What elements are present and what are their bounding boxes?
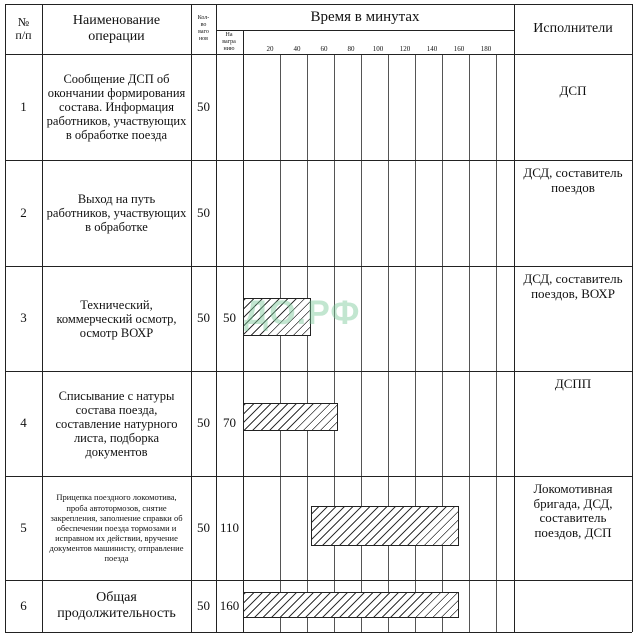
table-border	[514, 4, 515, 632]
table-border	[5, 4, 632, 5]
header-operation-name: Наименование операции	[72, 13, 161, 44]
grid-line	[496, 54, 497, 632]
wagon-count: 50	[197, 415, 210, 431]
table-border	[5, 632, 632, 633]
table-border	[5, 476, 632, 477]
executors: ДСД, составитель поездов, ВОХР	[523, 271, 623, 301]
tick-label: 120	[399, 45, 411, 53]
executors: Локомотивная бригада, ДСД, составитель поездов, ДСП	[533, 481, 613, 540]
executors: ДСП	[559, 83, 587, 98]
tick-label: 160	[453, 45, 465, 53]
operation-name: Общая продолжительность	[57, 590, 176, 621]
gantt-bar-row-4	[243, 403, 338, 431]
row-number: 6	[20, 597, 27, 613]
wagon-count: 50	[197, 204, 210, 220]
tick-label: 20	[266, 45, 274, 53]
header-num: № п/п	[15, 14, 32, 42]
norm-minutes	[216, 54, 243, 160]
table-border	[216, 4, 217, 632]
operation-name: Сообщение ДСП об окончании формирования состава. Информация работников, участвующих в обработке поезда	[46, 72, 187, 142]
table-border	[216, 30, 514, 31]
row-number: 5	[20, 519, 27, 535]
table-border	[5, 266, 632, 267]
gantt-bar-row-6	[243, 592, 459, 618]
table-border	[5, 371, 632, 372]
operation-name: Списывание с натуры состава поезда, составление натурного листа, подборка документов	[55, 388, 178, 459]
watermark: ДО.РФ	[244, 294, 361, 332]
header-wagon-count: Кол- во ваго нов	[197, 15, 210, 42]
table-border	[243, 30, 244, 632]
norm-minutes	[216, 160, 243, 266]
norm-minutes: 70	[223, 415, 236, 431]
table-border	[5, 160, 632, 161]
table-border	[5, 54, 632, 55]
wagon-count: 50	[197, 519, 210, 535]
operation-name: Выход на путь работников, участвующих в обработке	[46, 192, 187, 234]
grid-line	[307, 54, 308, 632]
tick-label: 140	[426, 45, 438, 53]
header-executors: Исполнители	[533, 21, 613, 37]
executors: ДСПП	[554, 376, 592, 391]
tick-label: 100	[372, 45, 384, 53]
row-number: 3	[20, 310, 27, 326]
wagon-count: 50	[197, 98, 210, 114]
row-number: 1	[20, 98, 27, 114]
header-norm: На вагра нию	[222, 31, 236, 52]
grid-line	[280, 54, 281, 632]
operation-name: Прицепка поездного локомотива, проба автотормозов, снятие закрепления, заполнение справки об обеспечении поезда тормозами и исправном их действии, вручение документов машинисту, отправление поезда	[49, 492, 184, 564]
tick-label: 80	[347, 45, 355, 53]
tick-label: 40	[293, 45, 301, 53]
norm-minutes: 110	[219, 519, 240, 535]
grid-line	[469, 54, 470, 632]
table-border	[191, 4, 192, 632]
tick-label: 180	[480, 45, 492, 53]
norm-minutes: 160	[219, 597, 240, 613]
gantt-bar-row-5	[311, 506, 459, 546]
row-number: 4	[20, 415, 27, 431]
table-border	[42, 4, 43, 632]
wagon-count: 50	[197, 597, 210, 613]
table-border	[5, 4, 6, 632]
tick-label: 60	[320, 45, 328, 53]
wagon-count: 50	[197, 310, 210, 326]
header-time-minutes: Время в минутах	[310, 8, 420, 25]
norm-minutes: 50	[223, 310, 236, 326]
table-border	[632, 4, 633, 632]
executors: ДСД, составитель поездов	[523, 165, 623, 195]
operation-name: Технический, коммерческий осмотр, осмотр ВОХР	[56, 297, 177, 340]
executors	[514, 580, 632, 632]
table-border	[5, 580, 632, 581]
gantt-bar-row-3	[243, 298, 311, 336]
row-number: 2	[20, 204, 27, 220]
